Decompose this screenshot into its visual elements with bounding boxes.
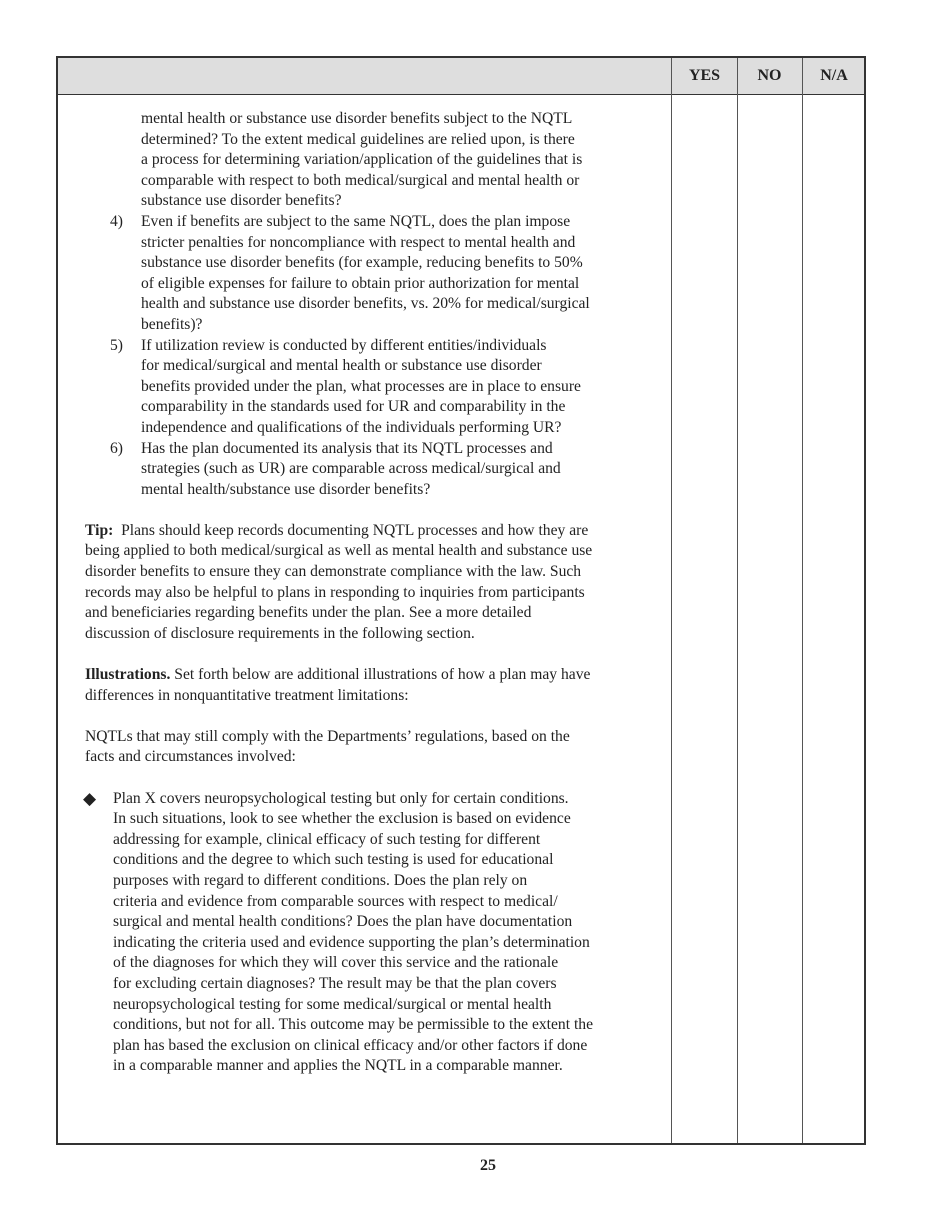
text-line: criteria and evidence from comparable sources with respect to medical/ <box>113 892 558 910</box>
illustration-bullet <box>85 789 665 1077</box>
text-line: plan has based the exclusion on clinical efficacy and/or other factors if done <box>113 1036 588 1054</box>
continued-question <box>85 109 665 212</box>
text-line: surgical and mental health conditions? Does the plan have documentation <box>113 913 573 931</box>
text-line: being applied to both medical/surgical as well as mental health and substance use <box>85 542 593 560</box>
question-content <box>85 109 665 1077</box>
item-number: 6) <box>110 439 123 457</box>
text-line: mental health/substance use disorder benefits? <box>141 480 431 498</box>
text-line: NQTLs that may still comply with the Departments’ regulations, based on the <box>85 727 570 745</box>
text-line: benefits)? <box>141 315 203 333</box>
text-line: differences in nonquantitative treatment limitations: <box>85 686 409 704</box>
text-line: and beneficiaries regarding benefits under the plan. See a more detailed <box>85 604 532 622</box>
text-line: neuropsychological testing for some medical/surgical or mental health <box>113 995 552 1013</box>
text-line: conditions, but not for all. This outcome may be permissible to the extent the <box>113 1016 593 1034</box>
page-number: 25 <box>480 1157 496 1174</box>
text-line: substance use disorder benefits (for example, reducing benefits to 50% <box>141 254 583 272</box>
text-line: of eligible expenses for failure to obtain prior authorization for mental <box>141 274 580 292</box>
text-line: for excluding certain diagnoses? The result may be that the plan covers <box>113 974 557 992</box>
text-line: purposes with regard to different conditions. Does the plan rely on <box>113 871 528 889</box>
text-span: Plans should keep records documenting NQTL processes and how they are <box>121 521 589 539</box>
table-header <box>58 58 864 95</box>
item-number: 4) <box>110 212 123 230</box>
text-line: determined? To the extent medical guidelines are relied upon, is there <box>141 130 575 148</box>
nqtl-intro-paragraph <box>85 727 665 768</box>
text-line: comparable with respect to both medical/surgical and mental health or <box>141 171 580 189</box>
text-line: discussion of disclosure requirements in the following section. <box>85 624 475 642</box>
text-line: Plan X covers neuropsychological testing but only for certain conditions. <box>113 789 569 807</box>
text-span: Set forth below are additional illustrations of how a plan may have <box>174 666 591 684</box>
text-line: If utilization review is conducted by different entities/individuals <box>141 336 547 354</box>
text-line: independence and qualifications of the individuals performing UR? <box>141 418 562 436</box>
question-item-6 <box>85 439 665 501</box>
text-line: addressing for example, clinical efficacy of such testing for different <box>113 830 541 848</box>
tip-label: Tip: <box>85 521 114 539</box>
text-line: disorder benefits to ensure they can demonstrate compliance with the law. Such <box>85 563 582 581</box>
text-line: substance use disorder benefits? <box>141 192 342 210</box>
text-line: stricter penalties for noncompliance with respect to mental health and <box>141 233 576 251</box>
text-line <box>85 665 665 686</box>
text-line: Even if benefits are subject to the same NQTL, does the plan impose <box>141 212 571 230</box>
text-line: mental health or substance use disorder benefits subject to the NQTL <box>141 110 573 127</box>
illustrations-paragraph <box>85 665 665 706</box>
column-divider <box>671 58 672 1143</box>
diamond-bullet-icon: ◆ <box>83 788 97 808</box>
text-line: indicating the criteria used and evidence supporting the plan’s determination <box>113 933 590 951</box>
tip-paragraph <box>85 521 665 645</box>
text-line: records may also be helpful to plans in responding to inquiries from participants <box>85 583 585 601</box>
yes-column-header: YES <box>688 67 721 84</box>
text-line: for medical/surgical and mental health or substance use disorder <box>141 357 542 375</box>
text-line: benefits provided under the plan, what processes are in place to ensure <box>141 377 581 395</box>
text-line: conditions and the degree to which such testing is used for educational <box>113 851 554 869</box>
text-line: a process for determining variation/application of the guidelines that is <box>141 151 583 169</box>
text-line <box>85 521 665 542</box>
text-line: of the diagnoses for which they will cover this service and the rationale <box>113 954 559 972</box>
text-line: in a comparable manner and applies the NQTL in a comparable manner. <box>113 1057 563 1075</box>
column-divider <box>802 58 803 1143</box>
illustrations-label: Illustrations. <box>85 666 171 684</box>
question-item-5 <box>85 336 665 439</box>
item-number: 5) <box>110 336 123 354</box>
text-line: health and substance use disorder benefits, vs. 20% for medical/surgical <box>141 295 590 313</box>
text-line: In such situations, look to see whether the exclusion is based on evidence <box>113 810 571 828</box>
text-line: strategies (such as UR) are comparable across medical/surgical and <box>141 460 561 478</box>
text-line: facts and circumstances involved: <box>85 748 296 766</box>
column-divider <box>737 58 738 1143</box>
no-column-header: NO <box>757 67 782 84</box>
text-line: comparability in the standards used for UR and comparability in the <box>141 398 566 416</box>
checklist-table <box>56 56 866 1145</box>
na-column-header: N/A <box>820 67 848 84</box>
text-line: Has the plan documented its analysis that its NQTL processes and <box>141 439 553 457</box>
question-item-4 <box>85 212 665 336</box>
